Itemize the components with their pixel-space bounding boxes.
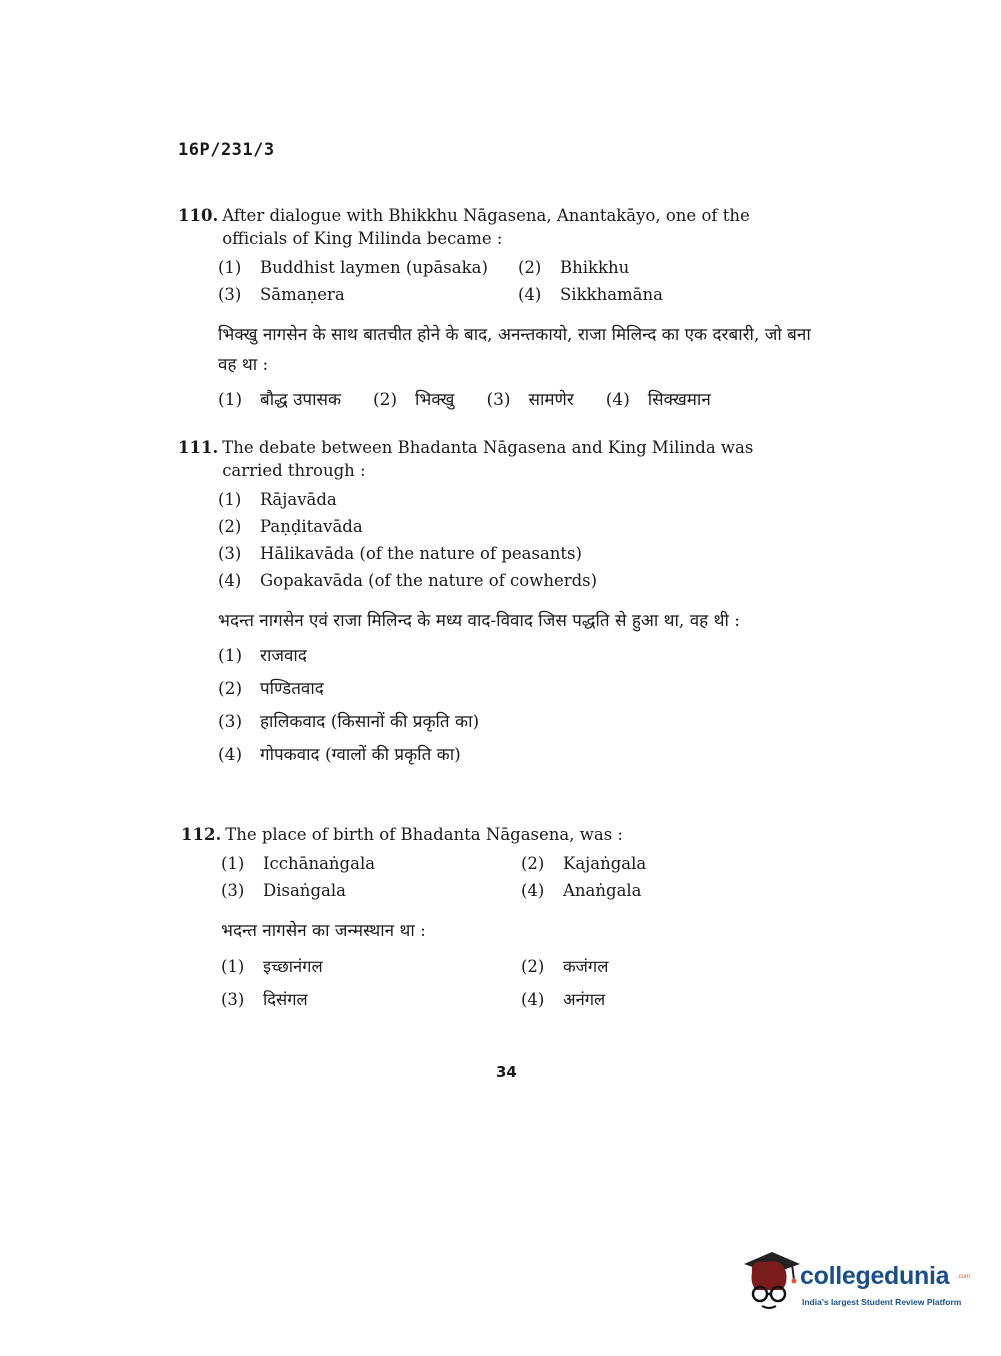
option: (1) इच्छानंगल bbox=[221, 957, 323, 976]
options-english bbox=[218, 254, 818, 308]
logo-wordmark: collegedunia bbox=[800, 1262, 950, 1290]
option: (3) दिसंगल bbox=[221, 990, 308, 1009]
question-110 bbox=[178, 204, 818, 417]
option: (4) अनंगल bbox=[521, 990, 606, 1009]
question-112 bbox=[181, 823, 821, 1016]
option: (3) Disaṅgala bbox=[221, 881, 346, 900]
logo-tagline: India's largest Student Review Platform bbox=[802, 1297, 962, 1307]
options-hindi: (1) बौद्ध उपासक (2) भिक्खु (3) सामणेर (4) सिक्खमान bbox=[218, 390, 711, 410]
question-text-hindi: भदन्त नागसेन एवं राजा मिलिन्द के मध्य वाद-विवाद जिस पद्धति से हुआ था, वह थी : bbox=[218, 611, 741, 631]
mascot-icon bbox=[742, 1250, 800, 1312]
question-text: After dialogue with Bhikkhu Nāgasena, Anantakāyo, one of the officials of King Milinda became : bbox=[222, 206, 750, 248]
paper-code: 16P/231/3 bbox=[178, 140, 275, 160]
collegedunia-logo[interactable] bbox=[742, 1250, 972, 1320]
option: (4) Anaṅgala bbox=[521, 881, 642, 900]
question-text: The place of birth of Bhadanta Nāgasena, was : bbox=[225, 825, 623, 844]
question-111 bbox=[178, 436, 818, 772]
question-number: 112. bbox=[181, 825, 222, 844]
option: (2) कजंगल bbox=[521, 957, 609, 976]
option: (2) Kajaṅgala bbox=[521, 854, 647, 873]
question-number: 111. bbox=[178, 438, 219, 457]
logo-suffix: .com bbox=[957, 1274, 971, 1280]
option: (2) Bhikkhu bbox=[518, 258, 630, 277]
options-hindi bbox=[221, 950, 821, 1016]
question-text: The debate between Bhadanta Nāgasena and King Milinda was carried through : bbox=[222, 438, 754, 480]
options-hindi: (1) राजवाद (2) पण्डितवाद (3) हालिकवाद (किसानों की प्रकृति का) (4) गोपकवाद (ग्वालों की प्रकृति का) bbox=[218, 646, 480, 765]
option: (1) Icchānaṅgala bbox=[221, 854, 376, 873]
options-english: (1) Rājavāda (2) Paṇḍitavāda (3) Hālikavāda (of the nature of peasants) (4) Gopakavāda (of the nature of cowherds) bbox=[218, 490, 598, 590]
page-number: 34 bbox=[496, 1063, 517, 1081]
option: (3) Sāmaṇera bbox=[218, 285, 345, 304]
option: (1) Buddhist laymen (upāsaka) bbox=[218, 258, 488, 277]
question-text-hindi: भदन्त नागसेन का जन्मस्थान था : bbox=[221, 921, 426, 941]
question-number: 110. bbox=[178, 206, 219, 225]
options-english bbox=[221, 850, 821, 904]
question-text-hindi: भिक्खु नागसेन के साथ बातचीत होने के बाद, अनन्तकायो, राजा मिलिन्द का एक दरबारी, जो बना वह था : bbox=[218, 325, 811, 375]
option: (4) Sikkhamāna bbox=[518, 285, 663, 304]
